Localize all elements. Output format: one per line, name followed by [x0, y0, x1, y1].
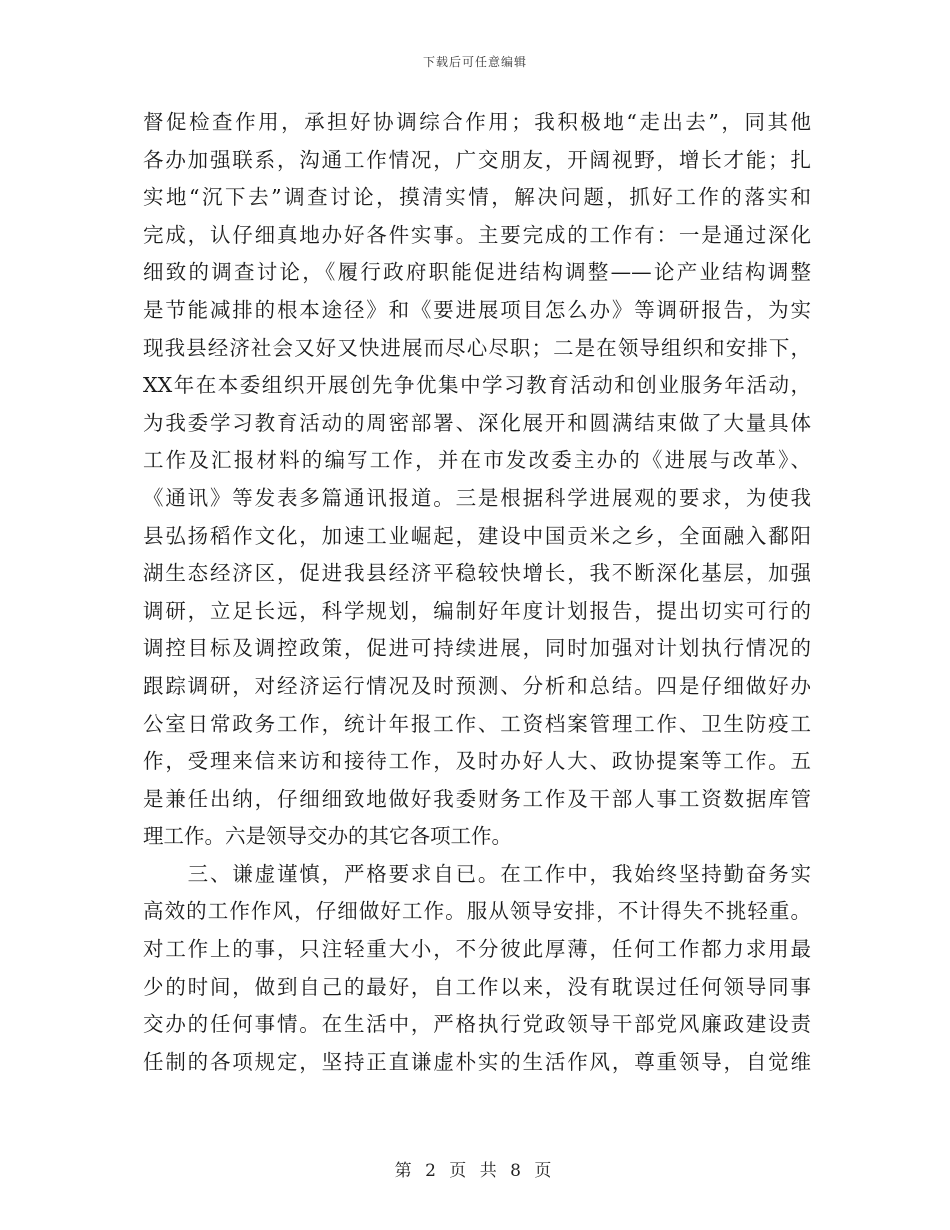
text-line: 任制的各项规定，坚持正直谦虚朴实的生活作风，尊重领导，自觉维: [143, 1049, 811, 1074]
text-line: 为我委学习教育活动的周密部署、深化展开和圆满结束做了大量具体: [143, 410, 811, 435]
text-line: 是兼任出纳，仔细细致地做好我委财务工作及干部人事工资数据库管: [143, 786, 811, 811]
page-header: 下载后可任意编辑: [422, 55, 527, 69]
text-line: 调研，立足长远，科学规划，编制好年度计划报告，提出切实可行的: [143, 598, 811, 623]
text-line: 督促检查作用，承担好协调综合作用；我积极地“走出去”，同其他: [143, 110, 811, 134]
text-line: 各办加强联系，沟通工作情况，广交朋友，开阔视野，增长才能；扎: [143, 147, 811, 172]
paragraph-end-line: 理工作。六是领导交办的其它各项工作。: [143, 824, 512, 849]
page-footer: 第 2 页 共 8 页: [394, 1161, 556, 1181]
text-line: 三、谦虚谨慎，严格要求自已。在工作中，我始终坚持勤奋务实: [143, 861, 811, 886]
text-line: 现我县经济社会又好又快进展而尽心尽职；二是在领导组织和安排下，: [143, 335, 811, 360]
text-line: 对工作上的事，只注轻重大小，不分彼此厚薄，任何工作都力求用最: [143, 937, 811, 962]
text-line: 细致的调查讨论，《履行政府职能促进结构调整——论产业结构调整: [143, 260, 811, 285]
text-line: 高效的工作作风，仔细做好工作。服从领导安排，不计得失不挑轻重。: [143, 899, 811, 924]
text-line: 县弘扬稻作文化，加速工业崛起，建设中国贡米之乡，全面融入鄱阳: [143, 523, 811, 548]
text-line: 实地“沉下去”调查讨论，摸清实情，解决问题，抓好工作的落实和: [143, 185, 811, 210]
text-line: 工作及汇报材料的编写工作，并在市发改委主办的《进展与改革》、: [143, 448, 811, 473]
text-line: 交办的任何事情。在生活中，严格执行党政领导干部党风廉政建设责: [143, 1012, 811, 1037]
text-line: 《通讯》等发表多篇通讯报道。三是根据科学进展观的要求，为使我: [143, 485, 811, 510]
text-line: 作，受理来信来访和接待工作，及时办好人大、政协提案等工作。五: [143, 749, 811, 774]
text-line: 少的时间，做到自己的最好，自工作以来，没有耽误过任何领导同事: [143, 974, 811, 999]
text-line: 湖生态经济区，促进我县经济平稳较快增长，我不断深化基层，加强: [143, 561, 811, 586]
text-line: 公室日常政务工作，统计年报工作、工资档案管理工作、卫生防疫工: [143, 711, 811, 736]
text-line: 调控目标及调控政策，促进可持续进展，同时加强对计划执行情况的: [143, 636, 811, 661]
text-line: 完成，认仔细真地办好各件实事。主要完成的工作有：一是通过深化: [143, 222, 811, 247]
document-body: [143, 104, 811, 1081]
text-line: XX年在本委组织开展创先争优集中学习教育活动和创业服务年活动，: [143, 373, 811, 398]
text-line: 跟踪调研，对经济运行情况及时预测、分析和总结。四是仔细做好办: [143, 673, 811, 698]
text-line: 是节能减排的根本途径》和《要进展项目怎么办》等调研报告，为实: [143, 297, 811, 322]
